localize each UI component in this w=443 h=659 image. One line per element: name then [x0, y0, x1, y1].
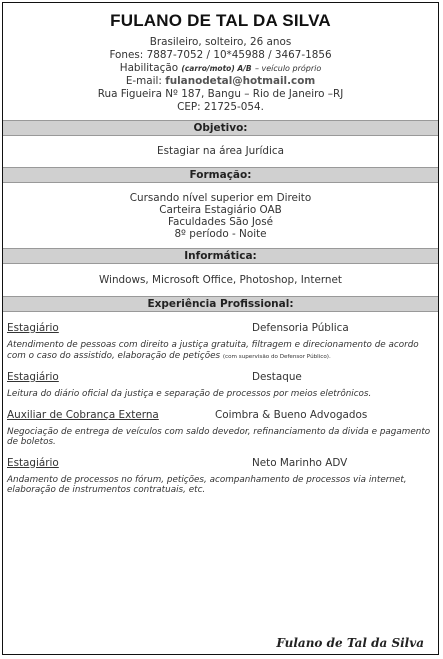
experience-company: Coimbra & Bueno Advogados — [215, 408, 368, 421]
license-detail: (carro/moto) A/B — [181, 64, 252, 73]
experience-item — [3, 409, 438, 448]
experience-item — [3, 322, 438, 362]
experience-role: Auxiliar de Cobrança Externa — [7, 408, 159, 421]
experience-description: Leitura do diário oficial da justiça e separação de processos por meios eletrônicos. — [7, 389, 372, 399]
experience-company: Neto Marinho ADV — [252, 456, 348, 469]
experience-role: Estagiário — [7, 371, 59, 383]
experience-description: Negociação de entrega de veículos com saldo devedor, refinanciamento da divida e pagamento de boletos. — [7, 426, 431, 447]
experience-description-note: (com supervisão do Defensor Público). — [222, 353, 331, 360]
formacao-line: Cursando nível superior em Direito — [129, 192, 312, 204]
experience-description: Andamento de processos no fórum, petições, acompanhamento de processos via internet, elaboração de instrumentos contratuais, etc. — [7, 474, 407, 495]
formacao-line: Faculdades São José — [167, 216, 274, 228]
resume-page — [2, 2, 439, 655]
experience-row — [7, 457, 438, 469]
experience-item — [3, 457, 438, 496]
experience-role: Estagiário — [7, 322, 59, 334]
experience-row — [7, 371, 438, 383]
formacao-line: 8º período - Noite — [174, 228, 267, 240]
license-label: Habilitação — [119, 62, 179, 74]
experience-row — [7, 322, 438, 334]
phone-line: Fones: 7887-7052 / 10*45988 / 3467-1856 — [109, 49, 332, 61]
experience-row — [7, 409, 438, 421]
experience-role: Estagiário — [7, 456, 59, 469]
experience-company: Defensoria Pública — [252, 322, 349, 334]
section-header-objetivo: Objetivo: — [3, 120, 438, 136]
experience-description-text: Atendimento de pessoas com direito a justiça gratuita, filtragem e direcionamento de acordo com o caso do assistido, elaboração de petições — [7, 340, 419, 361]
experience-description — [7, 340, 434, 362]
informatica-text: Windows, Microsoft Office, Photoshop, Internet — [99, 274, 342, 286]
formacao-body — [3, 183, 438, 248]
formacao-line: Carteira Estagiário OAB — [159, 204, 282, 216]
cep-line: CEP: 21725-054. — [177, 101, 264, 113]
personal-line: Brasileiro, solteiro, 26 anos — [149, 36, 292, 48]
experience-item — [3, 371, 438, 400]
experience-company: Destaque — [252, 371, 302, 383]
section-header-informatica: Informática: — [3, 248, 438, 264]
section-header-experiencia: Experiência Profissional: — [3, 296, 438, 312]
email-line — [3, 75, 438, 88]
signature: Fulano de Tal da Silva — [276, 636, 424, 650]
personal-info — [3, 36, 438, 114]
email-label: E-mail: — [125, 75, 162, 87]
license-line — [3, 62, 438, 75]
section-header-formacao: Formação: — [3, 167, 438, 183]
objetivo-text: Estagiar na área Jurídica — [157, 145, 284, 157]
candidate-name: FULANO DE TAL DA SILVA — [110, 11, 331, 30]
email-value: fulanodetal@hotmail.com — [165, 75, 316, 87]
license-note: – veículo próprio — [254, 64, 322, 73]
address-line: Rua Figueira Nº 187, Bangu – Rio de Janeiro –RJ — [97, 88, 344, 100]
